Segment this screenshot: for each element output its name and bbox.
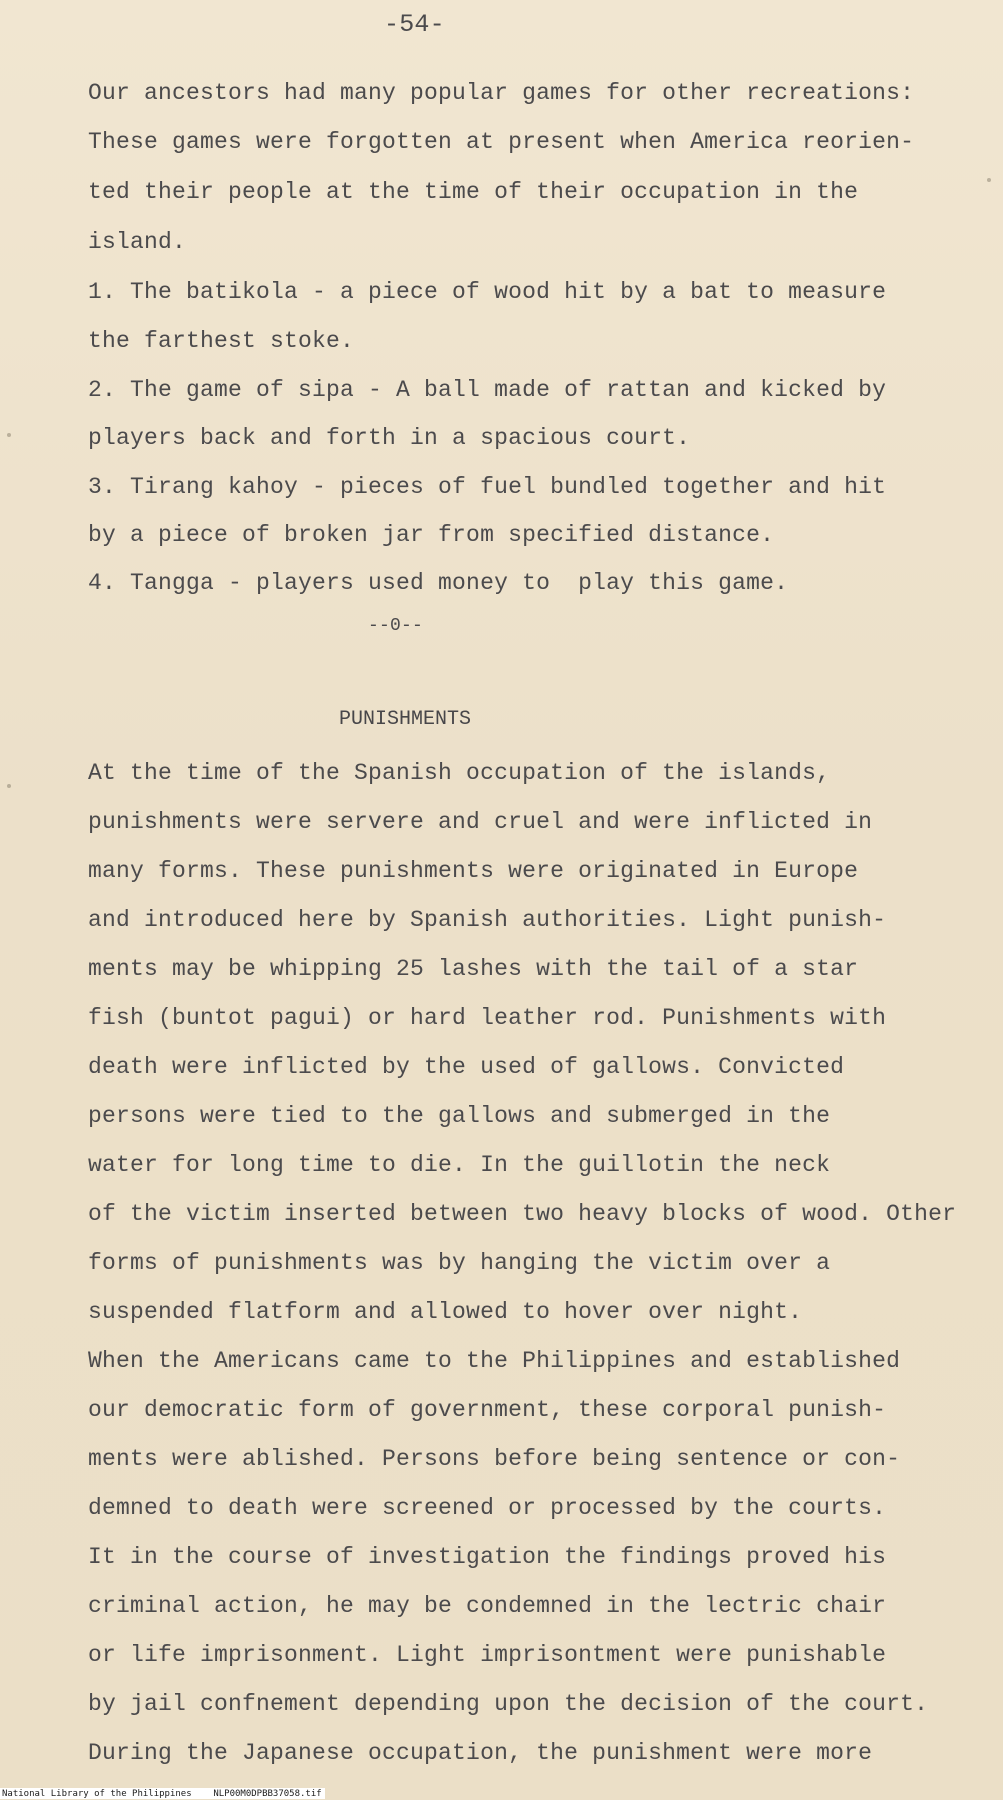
body-line: It in the course of investigation the findings proved his — [88, 1544, 887, 1570]
body-line: At the time of the Spanish occupation of the islands, — [88, 760, 831, 786]
body-line: water for long time to die. In the guillotin the neck — [88, 1152, 831, 1178]
intro-line: island. — [88, 229, 187, 255]
body-line: ments may be whipping 25 lashes with the tail of a star — [88, 956, 859, 982]
body-line: fish (buntot pagui) or hard leather rod. Punishments with — [88, 1005, 887, 1031]
section-divider: --0-- — [368, 616, 424, 636]
body-line: ments were ablished. Persons before being sentence or con- — [88, 1446, 901, 1472]
game-item-tirang-kahoy-continued: by a piece of broken jar from specified distance. — [88, 522, 775, 548]
intro-line: These games were forgotten at present when America reorien- — [88, 129, 915, 155]
body-line: persons were tied to the gallows and submerged in the — [88, 1103, 831, 1129]
paper-smudge — [7, 433, 11, 437]
body-line: death were inflicted by the used of gallows. Convicted — [88, 1054, 845, 1080]
game-item-sipa: 2. The game of sipa - A ball made of rattan and kicked by — [88, 377, 887, 403]
archive-footer: National Library of the Philippines NLP00M0DPBB37058.tif — [0, 1788, 325, 1799]
intro-line: Our ancestors had many popular games for other recreations: — [88, 80, 915, 106]
game-item-batikola: 1. The batikola - a piece of wood hit by a bat to measure — [88, 279, 887, 305]
body-line: punishments were servere and cruel and were inflicted in — [88, 809, 873, 835]
game-item-tangga: 4. Tangga - players used money to play this game. — [88, 570, 789, 596]
body-line: When the Americans came to the Philippines and established — [88, 1348, 901, 1374]
body-line: suspended flatform and allowed to hover over night. — [88, 1299, 803, 1325]
game-item-sipa-continued: players back and forth in a spacious court. — [88, 425, 691, 451]
body-line: our democratic form of government, these corporal punish- — [88, 1397, 887, 1423]
game-item-tirang-kahoy: 3. Tirang kahoy - pieces of fuel bundled together and hit — [88, 474, 887, 500]
body-line: demned to death were screened or processed by the courts. — [88, 1495, 887, 1521]
section-heading: PUNISHMENTS — [339, 708, 472, 731]
paper-smudge — [987, 178, 991, 182]
body-line: and introduced here by Spanish authorities. Light punish- — [88, 907, 887, 933]
body-line: or life imprisonment. Light imprisontment were punishable — [88, 1642, 887, 1668]
body-line: criminal action, he may be condemned in the lectric chair — [88, 1593, 887, 1619]
game-item-batikola-continued: the farthest stoke. — [88, 328, 355, 354]
paper-smudge — [7, 784, 11, 788]
intro-line: ted their people at the time of their occupation in the — [88, 179, 859, 205]
body-line: many forms. These punishments were originated in Europe — [88, 858, 859, 884]
body-line: During the Japanese occupation, the punishment were more — [88, 1740, 873, 1766]
page-number: -54- — [384, 10, 445, 39]
body-line: by jail confnement depending upon the decision of the court. — [88, 1691, 929, 1717]
body-line: of the victim inserted between two heavy blocks of wood. Other — [88, 1201, 957, 1227]
body-line: forms of punishments was by hanging the victim over a — [88, 1250, 831, 1276]
